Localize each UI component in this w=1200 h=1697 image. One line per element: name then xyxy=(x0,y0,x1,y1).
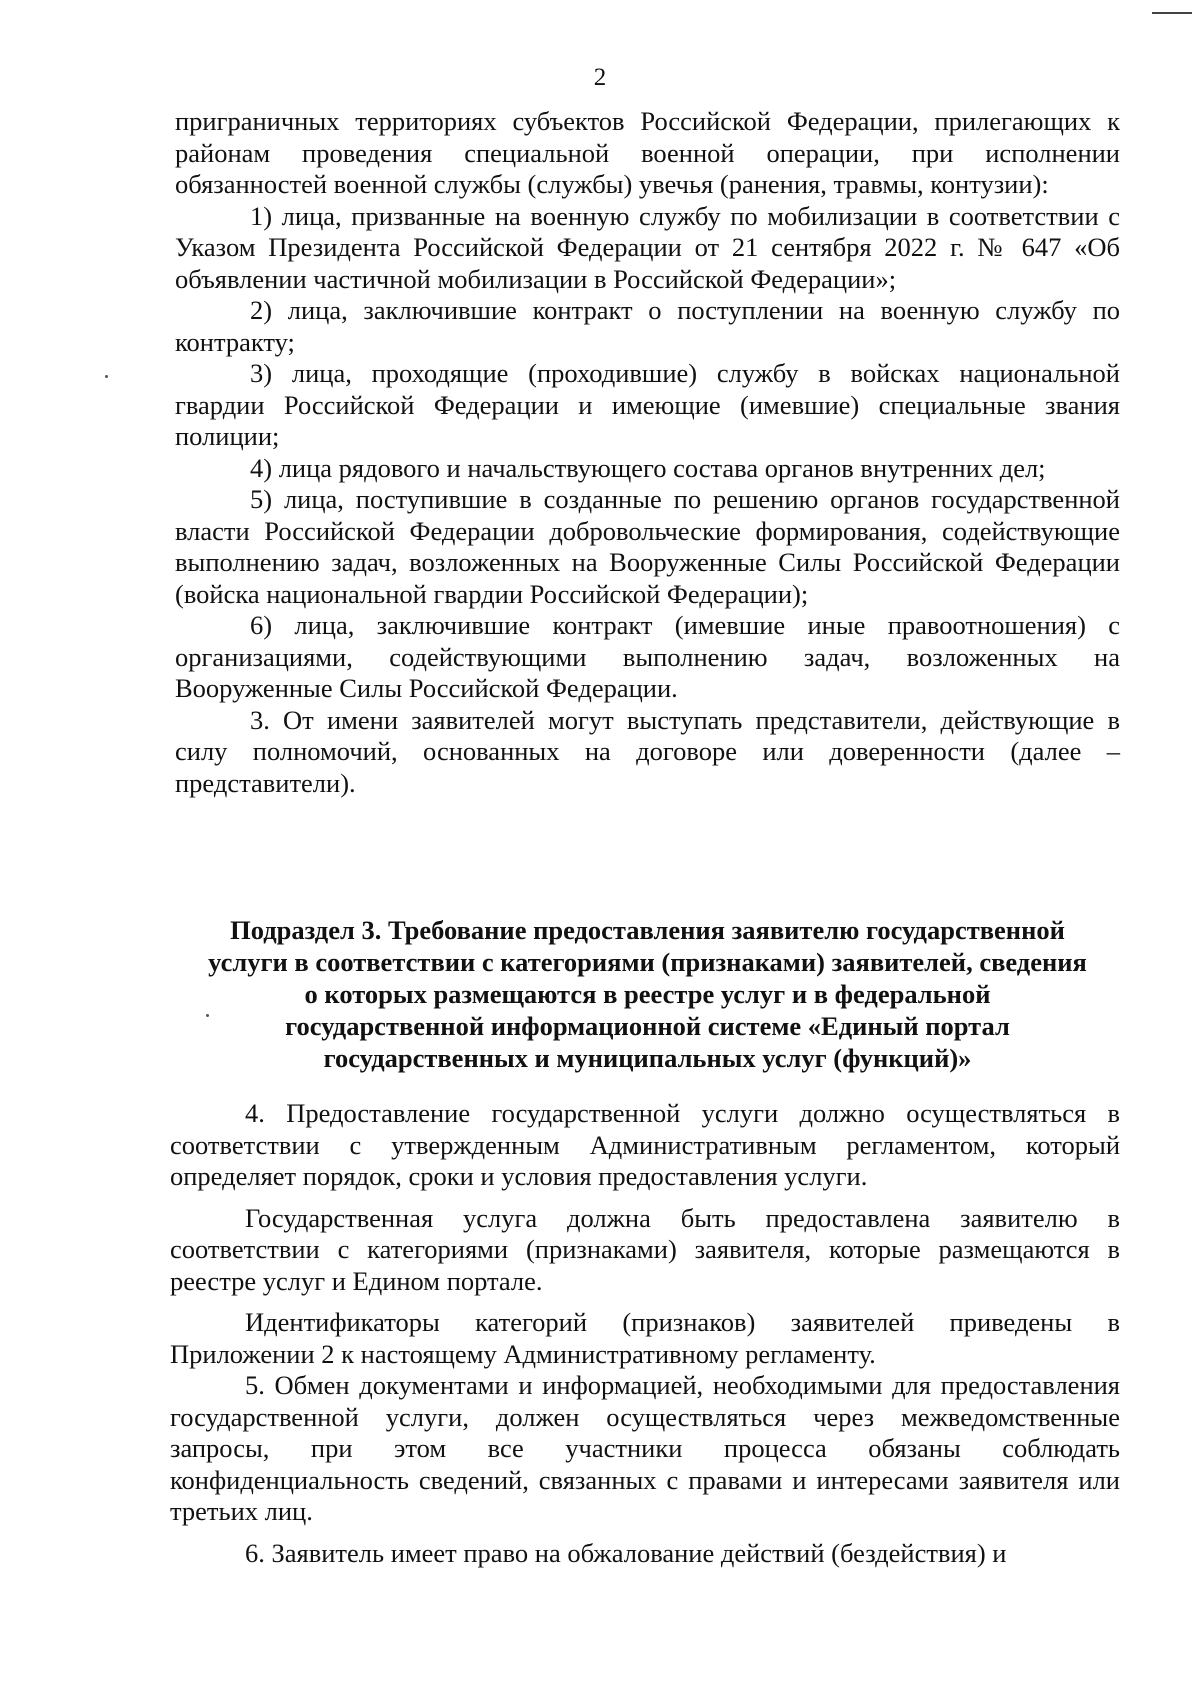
paragraph: 5. Обмен документами и информацией, необходимыми для предоставления государственной услуги, должен осуществляться через межведомственные запросы, при этом все участники процесса обязаны соблюдать конфиденциальность сведений, связанных с правами и интересами заявителя или третьих лиц. xyxy=(170,1370,1120,1526)
heading-line: о которых размещаются в реестре услуг и в федеральной xyxy=(304,979,991,1009)
page-number: 2 xyxy=(593,64,607,91)
list-item: 1) лица, призванные на военную службу по мобилизации в соответствии с Указом Президента Российской Федерации от 21 сентября 2022 г. № 647 «Об объявлении частичной мобилизации в Российской Федерации»; xyxy=(175,200,1120,294)
paragraph: 3. От имени заявителей могут выступать представители, действующие в силу полномочий, основанных на договоре или доверенности (далее – представители). xyxy=(175,704,1120,798)
list-item: 3) лица, проходящие (проходившие) службу в войсках национальной гвардии Российской Федерации и имеющие (имевшие) специальные звания полиции; xyxy=(175,358,1120,451)
list-item: 5) лица, поступившие в созданные по решению органов государственной власти Российской Федерации добровольческие формирования, содействующие выполнению задач, возложенных на Вооруженные Силы Российской Федерации (войска национальной гвардии Российской Федерации); xyxy=(175,484,1120,609)
paragraph: Идентификаторы категорий (признаков) заявителей приведены в Приложении 2 к настоящему Административному регламенту. xyxy=(170,1307,1120,1369)
list-item: 2) лица, заключившие контракт о поступлении на военную службу по контракту; xyxy=(175,295,1120,357)
heading-line: государственных и муниципальных услуг (функций)» xyxy=(323,1043,972,1073)
heading-line: государственной информационной системе «Единый портал xyxy=(285,1011,1010,1041)
list-item: 4) лица рядового и начальствующего состава органов внутренних дел; xyxy=(250,452,1046,483)
section-heading xyxy=(170,914,1125,1074)
scan-edge-mark xyxy=(1152,12,1192,14)
body-text-top xyxy=(175,106,1120,799)
paragraph: приграничных территориях субъектов Российской Федерации, прилегающих к районам проведения специальной военной операции, при исполнении обязанностей военной службы (службы) увечья (ранения, травмы, контузии): xyxy=(175,106,1120,199)
scan-speck xyxy=(105,375,108,378)
paragraph: 4. Предоставление государственной услуги должно осуществляться в соответствии с утвержденным Административным регламентом, который определяет порядок, сроки и условия предоставления услуги. xyxy=(170,1098,1120,1191)
heading-line: услуги в соответствии с категориями (признаками) заявителей, сведения xyxy=(208,947,1087,977)
body-text-bottom xyxy=(170,1098,1120,1569)
paragraph: 6. Заявитель имеет право на обжалование действий (бездействия) и xyxy=(245,1537,1007,1568)
paragraph: Государственная услуга должна быть предоставлена заявителю в соответствии с категориями (признаками) заявителя, которые размещаются в реестре услуг и Едином портале. xyxy=(170,1202,1120,1296)
list-item: 6) лица, заключившие контракт (имевшие иные правоотношения) с организациями, содействующими выполнению задач, возложенных на Вооруженные Силы Российской Федерации. xyxy=(175,610,1120,703)
heading-line: Подраздел 3. Требование предоставления заявителю государственной xyxy=(230,915,1065,945)
